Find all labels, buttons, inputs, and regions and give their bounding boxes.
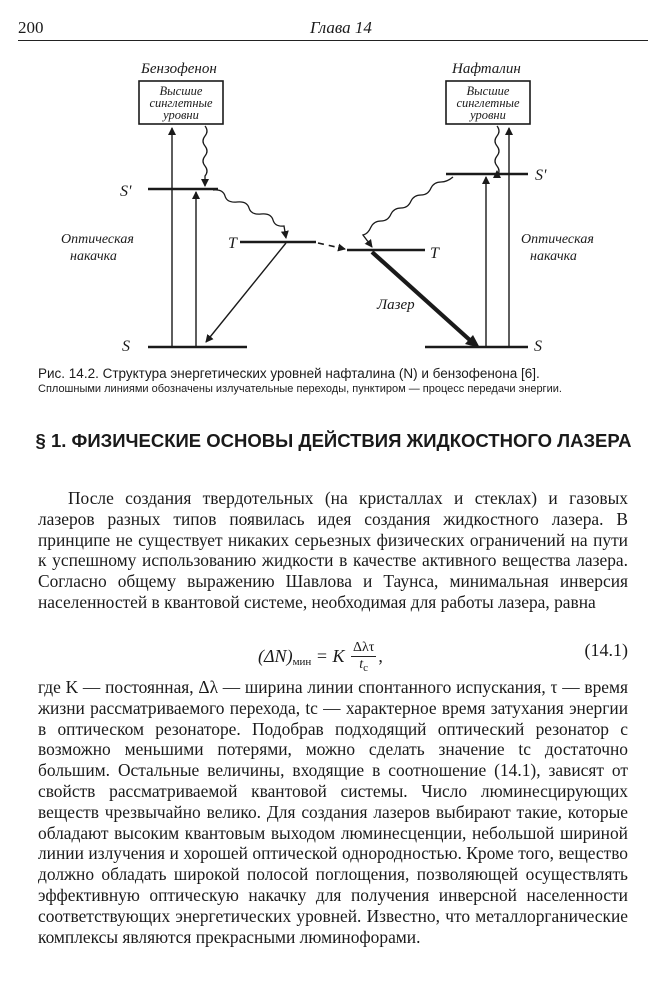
formula-expression	[258, 640, 383, 676]
page-header	[18, 14, 648, 41]
energy-transfer-dashed-arrow	[318, 243, 345, 249]
right-box-line1: Высшие	[466, 84, 510, 98]
paragraph-2: где K — постоянная, Δλ — ширина линии спонтанного испускания, τ — время жизни рассматриваемого перехода, tc — характерное время затухания энергии в оптическом резонаторе. Подобрав подходящий оптический резонатор с возможно меньшими потерями, можно сделать значение tc достаточно большим. Остальные величины, входящие в соотношение (14.1), зависят от свойств рассматриваемой квантовой системы. Число люминесцирующих веществ чрезвычайно велико. Для создания лазеров выбирают такие, которые обладают высоким квантовым выходом люминесценции, небольшой шириной линии излучения и хорошей оптической однородностью. Кроме того, вещество должно обладать широкой полосой поглощения, позволяющей осуществлять эффективную оптическую накачку для получения инверсной населенности соответствующих энергетических уровней. Известно, что металлорганические комплексы являются прекрасными люминофорами.	[38, 677, 628, 947]
section-title: § 1. ФИЗИЧЕСКИЕ ОСНОВЫ ДЕЙСТВИЯ ЖИДКОСТНОГО ЛАЗЕРА	[35, 430, 632, 451]
caption-sub: Сплошными линиями обозначены излучательные переходы, пунктиром — процесс передачи энергии.	[38, 383, 562, 395]
right-pumping-line2: накачка	[530, 249, 577, 264]
right-box-line2: синглетные	[456, 96, 520, 110]
left-s-prime-label: S'	[120, 183, 132, 200]
caption-main: Рис. 14.2. Структура энергетических уровней нафталина (N) и бензофенона [6].	[38, 366, 540, 381]
formula-comma: ,	[378, 646, 383, 667]
right-pumping-line1: Оптическая	[521, 232, 594, 247]
formula-equals: = K	[311, 646, 345, 667]
right-intersystem-wavy-arrow	[363, 177, 453, 247]
formula-number: (14.1)	[584, 640, 628, 660]
right-s-label: S	[534, 338, 542, 355]
right-s-prime-label: S'	[535, 167, 547, 184]
formula-14-1	[38, 634, 628, 674]
left-t-label: T	[228, 235, 237, 252]
energy-level-diagram	[0, 50, 667, 362]
paragraph-1: После создания твердотельных (на кристаллах и стеклах) и газовых лазеров разных типов появилась идея создания жидкостного лазера. В принципе не существует никаких серьезных физических ограничений на пути к успешному использованию жидкости в качестве активного вещества лазера. Согласно общему выражению Шавлова и Таунса, минимальная инверсия населенностей в квантовой системе, необходимая для работы лазера, равна	[38, 488, 628, 612]
left-intersystem-wavy-arrow	[213, 190, 286, 238]
left-relaxation-wavy-arrow	[203, 126, 207, 186]
left-phosphorescence-arrow	[206, 243, 286, 342]
right-molecule-label: Нафталин	[452, 61, 521, 77]
page-number: 200	[18, 18, 44, 37]
right-t-label: T	[430, 245, 439, 262]
formula-fraction	[351, 640, 376, 676]
right-box-line3: уровни	[470, 108, 506, 122]
left-box-line3: уровни	[163, 108, 199, 122]
chapter-title: Глава 14	[310, 18, 372, 37]
laser-label: Лазер	[377, 297, 415, 313]
formula-numerator: Δλτ	[352, 640, 375, 655]
left-molecule-label: Бензофенон	[141, 61, 217, 77]
formula-lhs: (ΔN)	[258, 646, 293, 667]
left-s-label: S	[122, 338, 130, 355]
left-box-line2: синглетные	[149, 96, 213, 110]
figure-caption	[38, 366, 638, 395]
left-box-line1: Высшие	[159, 84, 203, 98]
left-pumping-line2: накачка	[70, 249, 117, 264]
right-relaxation-wavy-arrow	[495, 126, 499, 176]
formula-denominator: $t_c$	[359, 657, 369, 674]
formula-lhs-sub: мин	[292, 656, 312, 669]
left-pumping-line1: Оптическая	[61, 232, 134, 247]
